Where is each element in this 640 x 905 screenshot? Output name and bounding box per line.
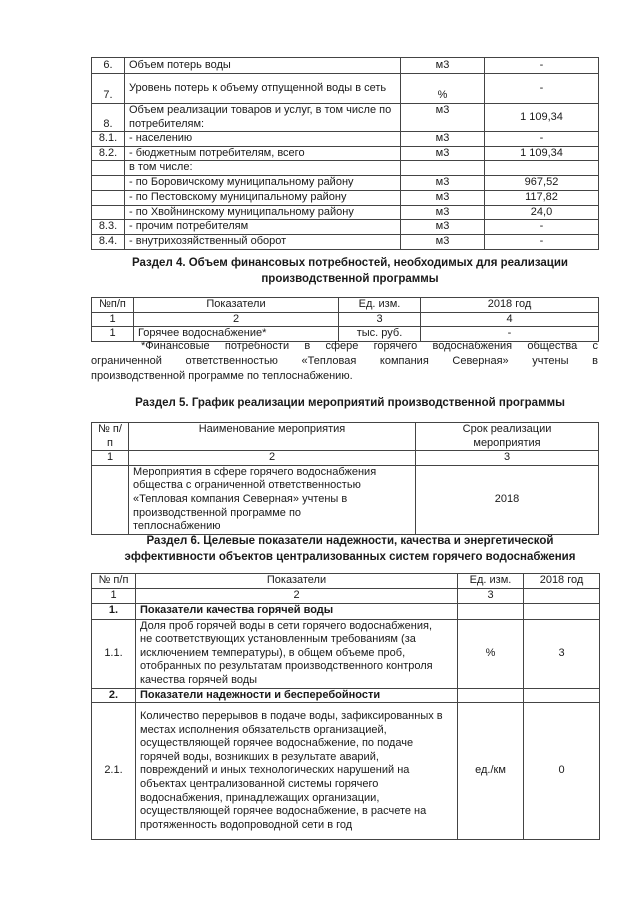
col-number: 2 [136,589,458,604]
unit: м3 [401,104,485,132]
indicator-name: - по Пестовскому муниципальному району [125,190,401,205]
schedule-table [91,422,599,535]
col-number: 1 [92,451,129,466]
row-number: 2.1. [92,703,136,840]
col-number: 3 [416,451,599,466]
row-number: 1 [92,327,134,342]
section6-title [80,533,620,565]
indicator-name: - прочим потребителям [125,220,401,235]
table-row [92,58,599,74]
value [524,603,600,619]
activity-name: Мероприятия в сфере горячего водоснабжения общества с ограниченной ответственностью «Тепловая компания Северная» учтены в производственной программе по теплоснабжению [129,465,416,534]
col-number: 4 [421,312,599,327]
unit: ед./км [458,703,524,840]
value [485,161,599,176]
unit [458,688,524,703]
value: 0 [524,703,600,840]
table-row [92,220,599,235]
col-number [524,589,600,604]
table-section-row [92,603,600,619]
value: - [485,220,599,235]
unit: м3 [401,205,485,220]
unit: м3 [401,146,485,161]
financial-needs-table [91,297,599,342]
row-number [92,161,125,176]
header-year: 2018 год [524,574,600,589]
indicator-name: - бюджетным потребителям, всего [125,146,401,161]
indicator-name: - по Хвойнинскому муниципальному району [125,205,401,220]
indicator-name: Доля проб горячей воды в сети горячего водоснабжения, не соответствующих установленным требованиям (за исключением температуры), в общем объеме проб, отобранных по результатам производственного контроля качества горячей воды [136,619,458,688]
unit: % [458,619,524,688]
unit: м3 [401,132,485,147]
section4-title-line1: Раздел 4. Объем финансовых потребностей, необходимых для реализации [131,257,569,269]
indicator-name: Объем потерь воды [125,58,401,74]
row-number [92,205,125,220]
table-row [92,619,600,688]
unit [458,603,524,619]
indicator-name: в том числе: [125,161,401,176]
row-number: 8.1. [92,132,125,147]
section4-title-line2: производственной программы [261,273,439,285]
value: 1 109,34 [485,104,599,132]
term: 2018 [416,465,599,534]
table-header-row [92,423,599,451]
row-number: 8. [92,104,125,132]
table-row [92,74,599,104]
value: 117,82 [485,190,599,205]
value: 3 [524,619,600,688]
table-row [92,703,600,840]
row-number: 6. [92,58,125,74]
indicator-name: Уровень потерь к объему отпущенной воды в сеть [125,74,401,104]
header-num: № п/п [92,423,129,451]
row-number [92,190,125,205]
header-term: Срок реализации мероприятия [416,423,599,451]
header-num: №п/п [92,298,134,313]
unit [401,161,485,176]
section5-title: Раздел 5. График реализации мероприятий производственной программы [135,397,565,409]
unit: м3 [401,58,485,74]
header-year: 2018 год [421,298,599,313]
unit: м3 [401,175,485,190]
value: - [485,58,599,74]
table-row [92,175,599,190]
table-row [92,132,599,147]
table-row [92,104,599,132]
col-number: 1 [92,312,134,327]
value: - [485,74,599,104]
section6-title-line1: Раздел 6. Целевые показатели надежности, качества и энергетической [146,535,554,547]
column-number-row [92,589,600,604]
header-indicator: Показатели [136,574,458,589]
row-number: 8.2. [92,146,125,161]
indicator-name: - по Боровичскому муниципальному району [125,175,401,190]
row-number: 8.4. [92,234,125,249]
value: - [485,132,599,147]
row-number [92,465,129,534]
col-number: 2 [134,312,339,327]
unit: м3 [401,234,485,249]
row-number: 8.3. [92,220,125,235]
table-row [92,161,599,176]
unit: м3 [401,220,485,235]
indicator-name: - внутрихозяйственный оборот [125,234,401,249]
unit: м3 [401,190,485,205]
col-number: 2 [129,451,416,466]
col-number: 3 [458,589,524,604]
header-activity: Наименование мероприятия [129,423,416,451]
value: - [485,234,599,249]
table-row [92,205,599,220]
section6-title-line2: эффективности объектов централизованных систем горячего водоснабжения [124,551,576,563]
table-row [92,234,599,249]
footnote-line: ограниченной ответственностью «Тепловая компания Северная» учтены в [91,355,598,367]
table-header-row [92,574,600,589]
value: 967,52 [485,175,599,190]
row-number: 2. [92,688,136,703]
table-header-row [92,298,599,313]
table-row [92,146,599,161]
unit: % [401,74,485,104]
value: 1 109,34 [485,146,599,161]
footnote-line: производственной программе по теплоснабжению. [91,370,353,382]
volumes-table [91,57,599,250]
indicator-name: Горячее водоснабжение* [134,327,339,342]
header-unit: Ед. изм. [458,574,524,589]
value: - [421,327,599,342]
header-num: № п/п [92,574,136,589]
indicator-group-name: Показатели надежности и бесперебойности [136,688,458,703]
column-number-row [92,451,599,466]
row-number: 1. [92,603,136,619]
unit: тыс. руб. [339,327,421,342]
header-unit: Ед. изм. [339,298,421,313]
col-number: 3 [339,312,421,327]
indicator-name: - населению [125,132,401,147]
indicator-name: Количество перерывов в подаче воды, зафиксированных в местах исполнения обязательств организацией, осуществляющей горячее водоснабжение, по подаче горячей воды, возникших в результате аварий, повреждений и иных технологических нарушений на объектах централизованной системы горячего водоснабжения, принадлежащих организации, осуществляющей горячее водоснабжение, в расчете на протяженность водопроводной сети в год [136,703,458,840]
column-number-row [92,312,599,327]
table-section-row [92,688,600,703]
target-indicators-table [91,573,600,840]
table-row [92,190,599,205]
section4-title [80,255,620,287]
section4-footnote [91,339,598,384]
table-row [92,465,599,534]
indicator-name: Объем реализации товаров и услуг, в том числе по потребителям: [125,104,401,132]
row-number: 1.1. [92,619,136,688]
col-number: 1 [92,589,136,604]
value: 24,0 [485,205,599,220]
indicator-group-name: Показатели качества горячей воды [136,603,458,619]
row-number [92,175,125,190]
header-indicator: Показатели [134,298,339,313]
row-number: 7. [92,74,125,104]
value [524,688,600,703]
footnote-line: *Финансовые потребности в сфере горячего водоснабжения общества с [141,340,598,352]
